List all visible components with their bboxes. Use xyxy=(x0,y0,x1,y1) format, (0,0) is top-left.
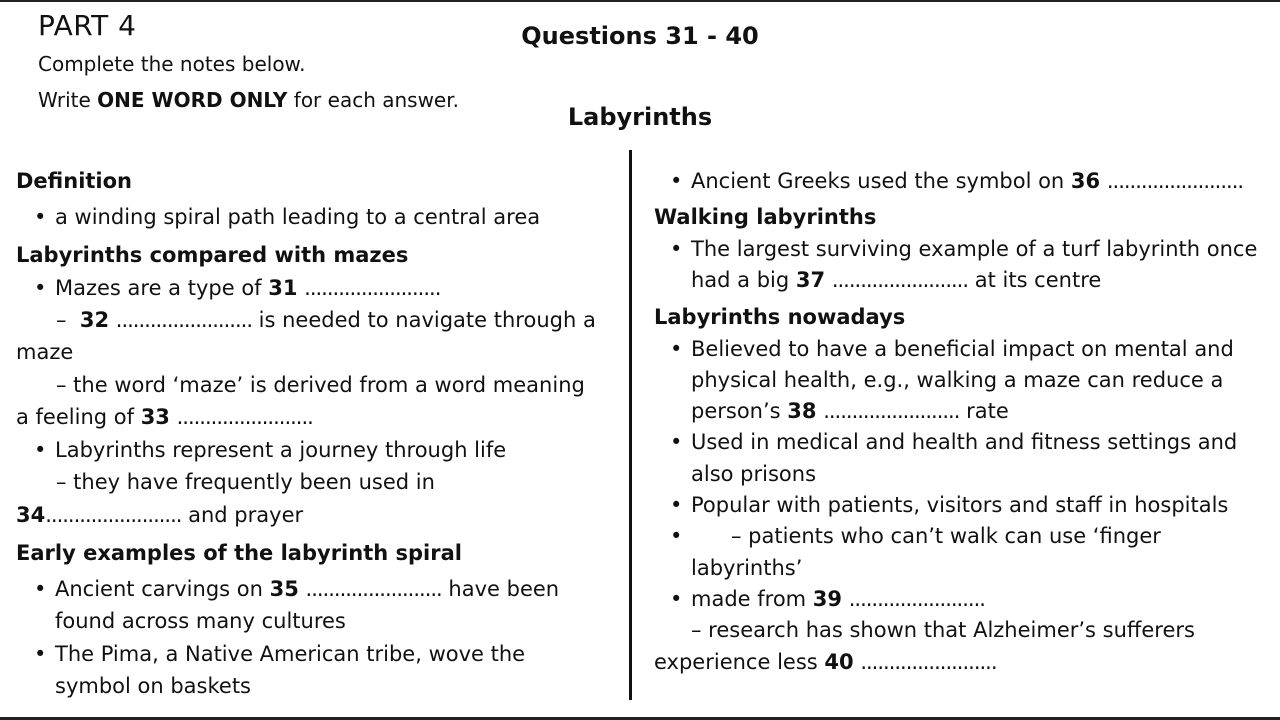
question-number-37: 37 xyxy=(795,268,826,292)
part-label: PART 4 xyxy=(38,9,137,42)
answer-blank-37[interactable]: ........................ xyxy=(831,268,969,292)
compared-heading: Labyrinths compared with mazes xyxy=(16,243,409,267)
question-31-line xyxy=(55,273,440,303)
finger-wrap: labyrinths’ xyxy=(691,556,803,580)
walking-heading: Walking labyrinths xyxy=(654,205,877,229)
answer-blank-32[interactable]: ........................ xyxy=(115,308,252,332)
question-33-line xyxy=(16,402,313,432)
question-36-line xyxy=(691,166,1243,196)
pima-bullet: • The Pima, a Native American tribe, wove the xyxy=(55,639,525,669)
definition-bullet: • a winding spiral path leading to a central area xyxy=(55,202,540,232)
answer-blank-35[interactable]: ........................ xyxy=(305,577,442,601)
baskets-wrap: symbol on baskets xyxy=(55,674,251,698)
popular-bullet: • Popular with patients, visitors and staff in hospitals xyxy=(691,490,1228,520)
instruction-word-limit-bold: ONE WORD ONLY xyxy=(97,88,288,112)
definition-heading: Definition xyxy=(16,169,133,193)
question-38-line xyxy=(691,396,1009,426)
page-title: Labyrinths xyxy=(567,103,713,131)
rate-text: rate xyxy=(959,399,1009,423)
answer-blank-40[interactable]: ........................ xyxy=(860,650,997,674)
dash: – xyxy=(56,308,67,332)
greeks-text: Ancient Greeks used the symbol on xyxy=(691,169,1071,193)
question-number-36: 36 xyxy=(1070,169,1101,193)
maze-wrap: maze xyxy=(16,340,74,364)
largest-bullet: • The largest surviving example of a turf labyrinth once xyxy=(691,234,1257,264)
question-number-38: 38 xyxy=(787,399,817,423)
finger-bullet xyxy=(691,521,1161,551)
feeling-text: a feeling of xyxy=(16,405,141,429)
word-meaning-line: – the word ‘maze’ is derived from a word meaning xyxy=(56,373,585,397)
instruction-text: Complete the notes below. xyxy=(38,52,306,76)
question-number-34: 34 xyxy=(16,503,46,527)
medical-bullet: • Used in medical and health and fitness settings and xyxy=(691,427,1237,457)
believed-wrap: physical health, e.g., walking a maze can reduce a xyxy=(691,368,1224,392)
answer-blank-31[interactable]: ........................ xyxy=(304,276,441,300)
instruction-word-limit-pre: Write xyxy=(38,88,98,112)
question-number-32: 32 xyxy=(79,308,110,332)
experience-text: experience less xyxy=(654,650,825,674)
centre-text: at its centre xyxy=(968,268,1102,292)
used-in-line: – they have frequently been used in xyxy=(56,470,435,494)
prayer-text: and prayer xyxy=(181,503,304,527)
made-from-text: made from xyxy=(691,587,813,611)
question-32-line xyxy=(56,305,596,335)
journey-bullet: • Labyrinths represent a journey through life xyxy=(55,435,506,465)
had-big-text: had a big xyxy=(691,268,796,292)
question-40-line xyxy=(654,647,997,677)
question-34-line xyxy=(16,500,303,530)
question-number-31: 31 xyxy=(268,276,298,300)
early-examples-heading: Early examples of the labyrinth spiral xyxy=(16,541,462,565)
navigate-text: is needed to navigate through a xyxy=(252,308,596,332)
question-number-35: 35 xyxy=(269,577,299,601)
answer-blank-36[interactable]: ........................ xyxy=(1106,169,1244,193)
research-line: – research has shown that Alzheimer’s sufferers xyxy=(691,618,1195,642)
persons-text: person’s xyxy=(691,399,788,423)
question-39-line xyxy=(691,584,985,614)
instruction-word-limit-post: for each answer. xyxy=(287,88,459,112)
answer-blank-39[interactable]: ........................ xyxy=(848,587,985,611)
mazes-text: Mazes are a type of xyxy=(55,276,269,300)
carvings-text: Ancient carvings on xyxy=(55,577,270,601)
question-number-33: 33 xyxy=(140,405,170,429)
nowadays-heading: Labyrinths nowadays xyxy=(654,305,906,329)
top-border xyxy=(0,0,1280,2)
cultures-wrap: found across many cultures xyxy=(55,609,346,633)
patients-text: – patients who can’t walk can use ‘finger xyxy=(731,524,1161,548)
question-35-line xyxy=(55,574,559,604)
column-divider xyxy=(629,150,632,700)
questions-range: Questions 31 - 40 xyxy=(521,22,759,50)
answer-blank-34[interactable]: ........................ xyxy=(45,503,182,527)
question-number-40: 40 xyxy=(824,650,854,674)
believed-bullet: • Believed to have a beneficial impact on mental and xyxy=(691,334,1234,364)
prisons-wrap: also prisons xyxy=(691,462,817,486)
question-number-39: 39 xyxy=(812,587,843,611)
have-been-text: have been xyxy=(441,577,560,601)
answer-blank-33[interactable]: ........................ xyxy=(176,405,313,429)
answer-blank-38[interactable]: ........................ xyxy=(823,399,960,423)
question-37-line xyxy=(691,265,1101,295)
